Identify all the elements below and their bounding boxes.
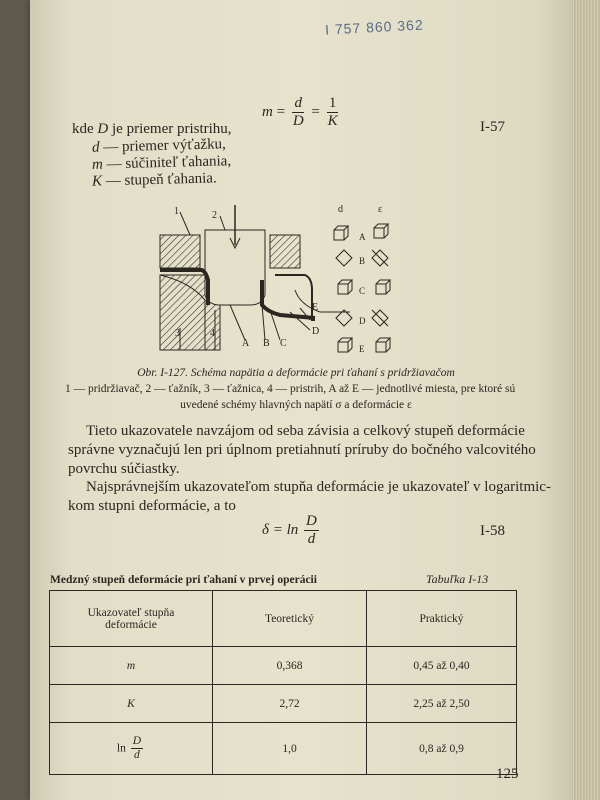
cell-symbol-ln: ln $\frac{D}{d}$	[50, 723, 213, 775]
cell-practical: 0,8 až 0,9	[367, 723, 517, 775]
label-3: 3	[175, 328, 180, 339]
table-row	[50, 723, 517, 775]
label-D: D	[312, 326, 320, 337]
schema-header-e: ε	[378, 204, 383, 215]
label-C: C	[280, 338, 287, 349]
label-4: 4	[210, 328, 215, 339]
label-B: B	[263, 338, 270, 349]
paragraph1-line3: povrchu súčiastky.	[68, 461, 180, 477]
figure-caption-line1: Obr. I-127. Schéma napätia a deformácie pri ťahaní s pridržiavačom	[137, 367, 455, 379]
header-indicator: Ukazovateľ stupňa deformácie	[50, 591, 213, 647]
schema-header-d: d	[338, 204, 343, 215]
cell-symbol-K: K	[50, 685, 213, 723]
formula-ref-I-58: I-58	[480, 523, 505, 539]
label-E: E	[312, 302, 319, 313]
table-row	[50, 647, 517, 685]
figure-caption-line2: 1 — pridržiavač, 2 — ťažník, 3 — ťažnica, 4 — pristrih, A až E — jednotlivé miesta, pre ktoré sú	[65, 383, 516, 395]
formula-I-58: δ = ln $\frac{D}{d}$	[262, 513, 317, 547]
label-A: A	[242, 338, 250, 349]
table-row	[50, 685, 517, 723]
blank-holder-left	[160, 235, 200, 268]
schema-row-B: B	[359, 256, 366, 266]
schema-row-D: D	[359, 316, 366, 326]
header-theoretical: Teoretický	[213, 591, 367, 647]
table-header-row	[50, 591, 517, 647]
cell-theoretical: 1,0	[213, 723, 367, 775]
header-practical: Praktický	[367, 591, 517, 647]
schema-row-A: A	[359, 232, 366, 242]
paragraph1-line1: Tieto ukazovatele navzájom od seba závisia a celkový stupeň deformácie	[86, 423, 525, 439]
definition-K: K — stupeň ťahania.	[91, 170, 217, 190]
paragraph1-line2: správne vyznačujú len pri úplnom pretiahnutí príruby do bočného valcovitého	[68, 442, 536, 458]
label-1: 1	[174, 206, 179, 217]
cell-theoretical: 0,368	[213, 647, 367, 685]
schema-row-C: C	[359, 286, 366, 296]
page-edges	[572, 0, 600, 800]
figure-drawing	[150, 200, 530, 360]
formula-I-57: m = $\frac{d}{D}$ = $\frac{1}{K}$	[262, 95, 338, 129]
page-number: 125	[496, 766, 519, 782]
figure-caption-line3: uvedené schémy hlavných napätí σ a deformácie ε	[180, 399, 412, 411]
blank-right	[262, 280, 315, 318]
schema-row-E: E	[359, 344, 365, 354]
cell-symbol-m: m	[50, 647, 213, 685]
definition-D: kde D je priemer pristrihu,	[72, 121, 232, 137]
table-ref: Tabuľka I-13	[426, 572, 489, 586]
definition-m: m — súčiniteľ ťahania,	[91, 153, 232, 173]
paragraph2-line2: kom stupni deformácie, a to	[68, 498, 236, 514]
definition-d: d — priemer výťažku,	[91, 136, 227, 156]
cell-practical: 2,25 až 2,50	[367, 685, 517, 723]
limit-deformation-table	[49, 590, 517, 775]
formula-ref-I-57: I-57	[480, 119, 505, 135]
table-title: Medzný stupeň deformácie pri ťahaní v prvej operácii	[50, 574, 317, 586]
cell-practical: 0,45 až 0,40	[367, 647, 517, 685]
cell-theoretical: 2,72	[213, 685, 367, 723]
label-2: 2	[212, 210, 217, 221]
library-stamp: I 757 860 362	[324, 16, 425, 38]
blank-holder-right	[270, 235, 300, 268]
paragraph2-line1: Najsprávnejším ukazovateľom stupňa deformácie je ukazovateľ v logaritmic-	[86, 479, 551, 495]
